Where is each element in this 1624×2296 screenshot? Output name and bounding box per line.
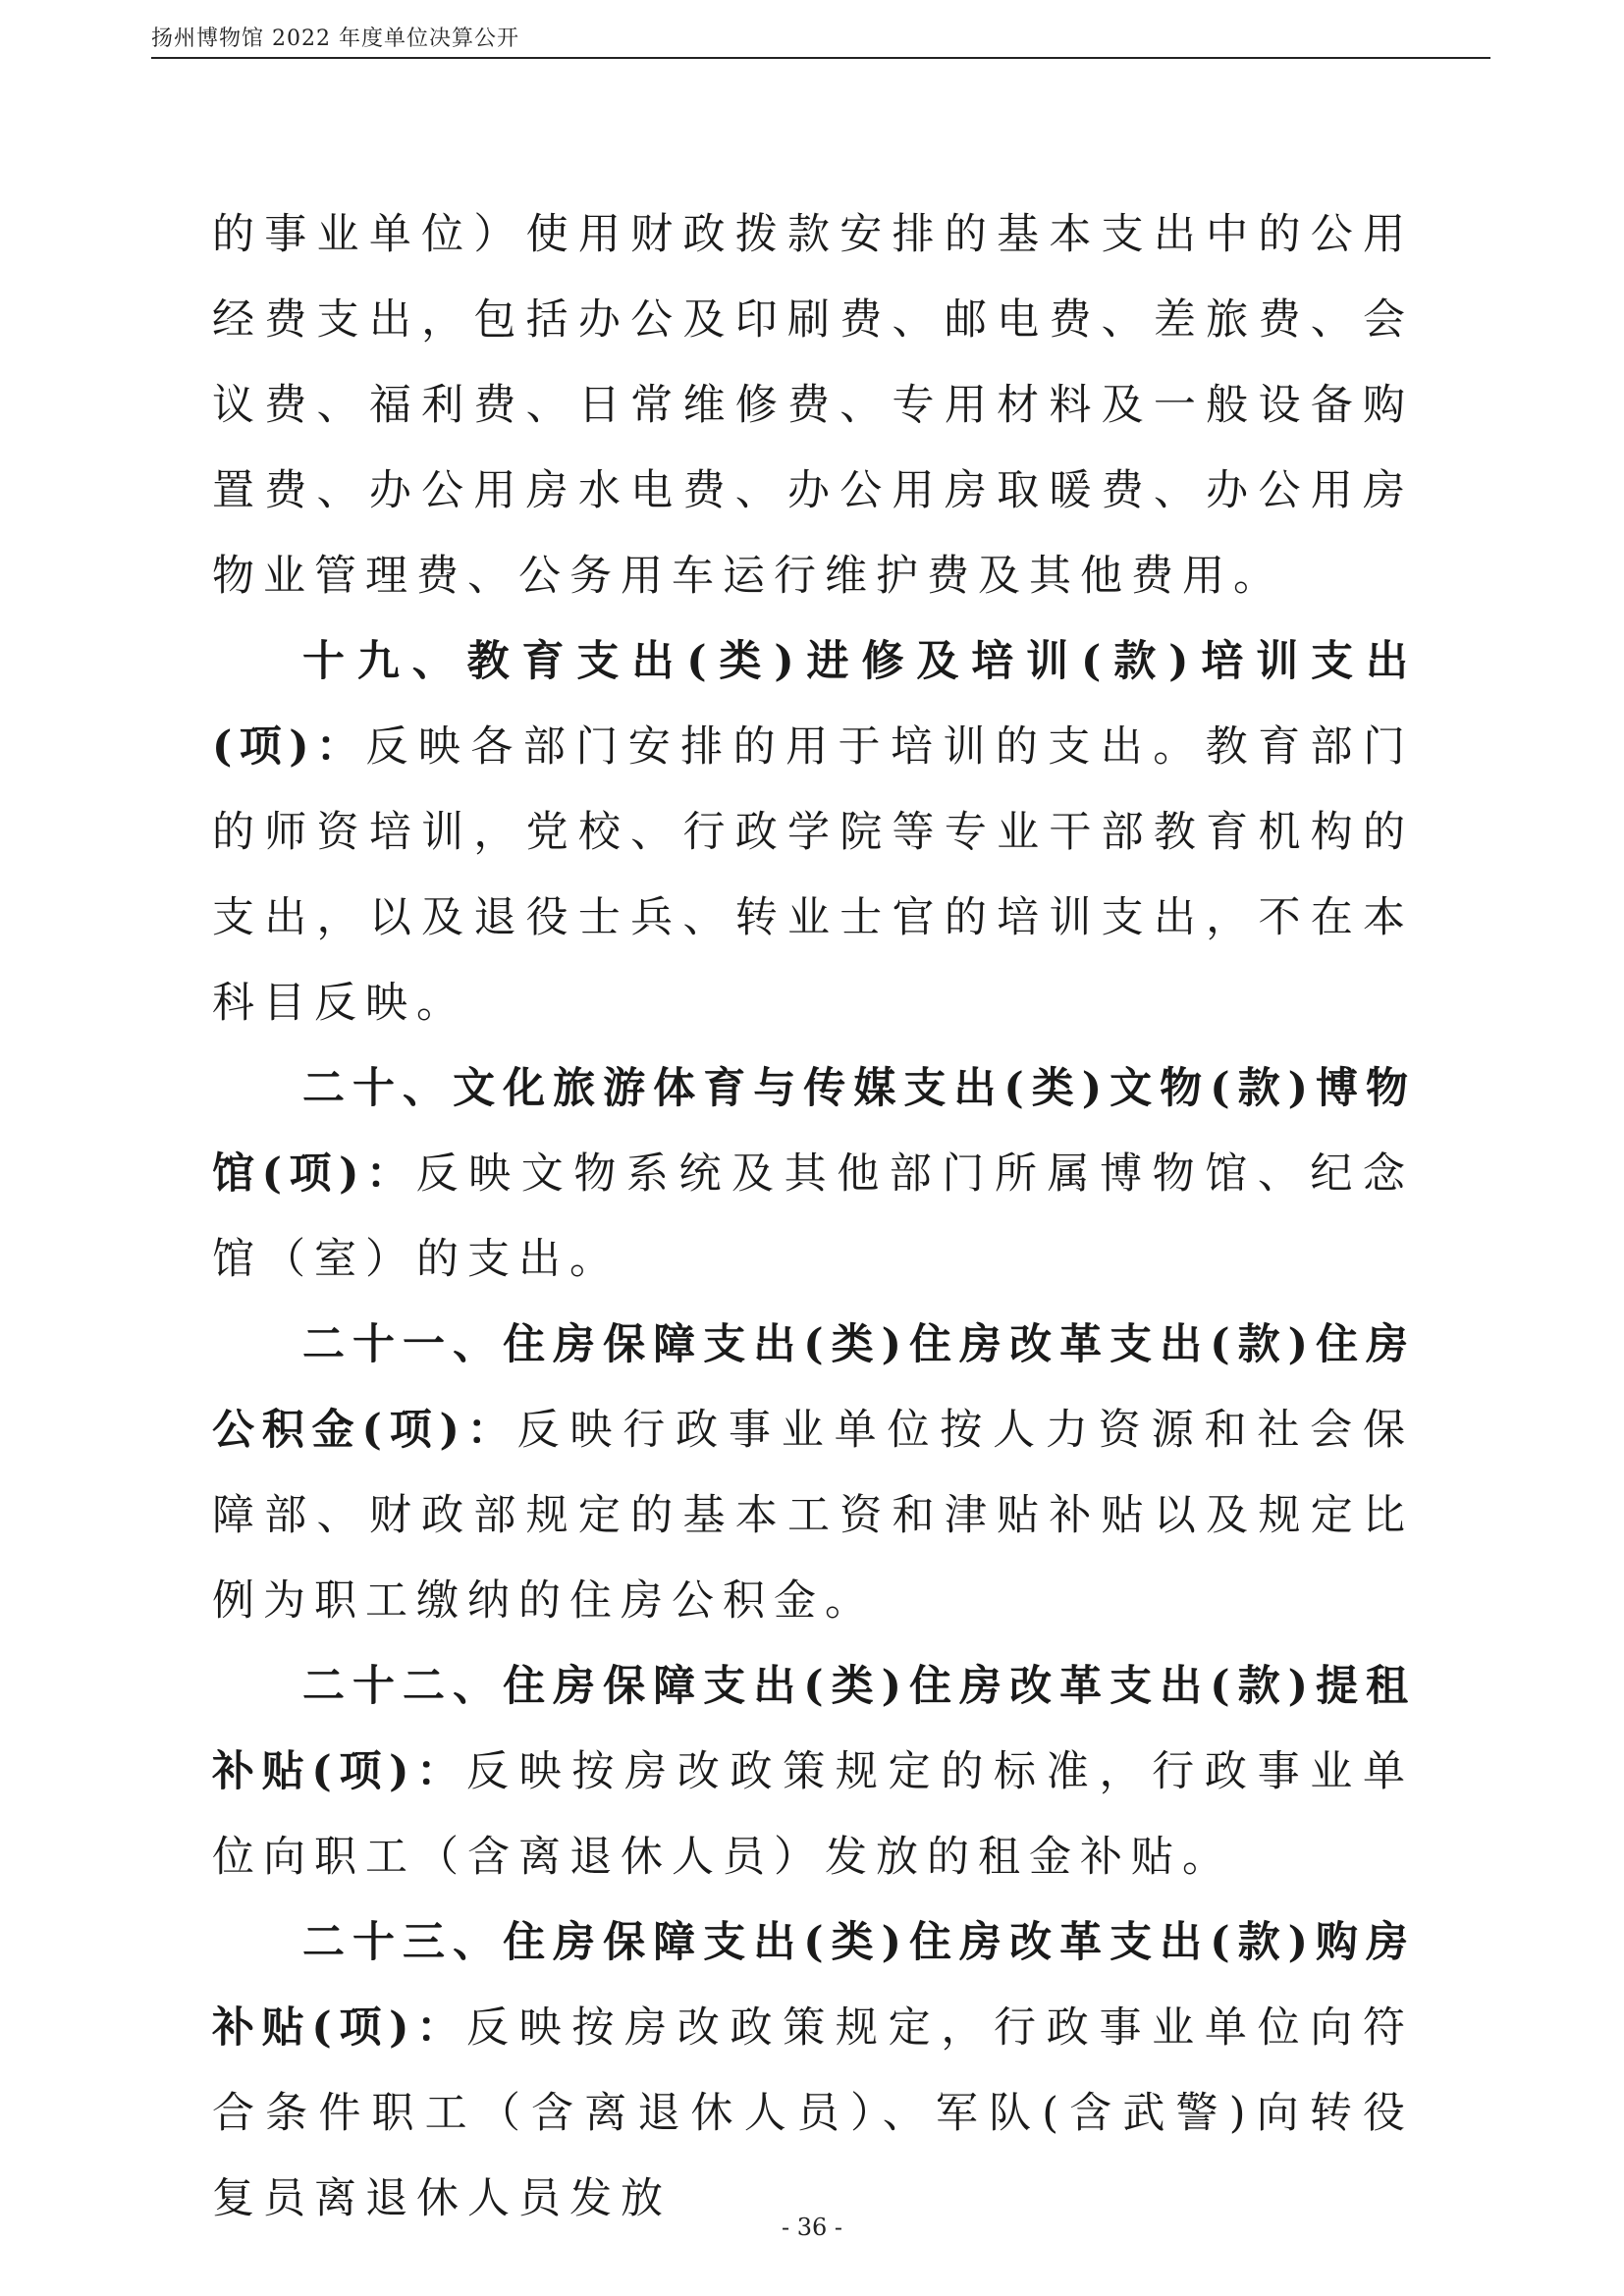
paragraph-text: 反映文物系统及其他部门所属博物馆、纪念馆（室）的支出。 <box>212 1149 1414 1284</box>
header-title: 扬州博物馆 2022 年度单位决算公开 <box>151 27 519 51</box>
paragraph-item-21 <box>212 1303 1414 1644</box>
paragraph-text: 反映按房改政策规定的标准，行政事业单位向职工（含离退休人员）发放的租金补贴。 <box>212 1747 1414 1882</box>
paragraph-item-23 <box>212 1900 1414 2242</box>
page-number: - 36 - <box>781 2214 842 2241</box>
paragraph-heading: 二十、文化旅游体育与传媒支出(类)文物(款)博物馆(项)： <box>212 1064 1414 1199</box>
paragraph-continuation <box>212 192 1414 619</box>
paragraph-item-20 <box>212 1046 1414 1303</box>
paragraph-item-19 <box>212 619 1414 1046</box>
document-body <box>212 192 1414 2242</box>
paragraph-heading: 二十一、住房保障支出(类)住房改革支出(款)住房公积金(项)： <box>212 1320 1414 1455</box>
paragraph-text: 反映各部门安排的用于培训的支出。教育部门的师资培训，党校、行政学院等专业干部教育机构的支出，以及退役士兵、转业士官的培训支出，不在本科目反映。 <box>212 722 1414 1028</box>
running-header <box>151 20 1490 59</box>
paragraph-heading: 二十二、住房保障支出(类)住房改革支出(款)提租补贴(项)： <box>212 1662 1414 1796</box>
paragraph-heading: 十九、教育支出(类)进修及培训(款)培训支出(项)： <box>212 637 1414 772</box>
paragraph-item-22 <box>212 1644 1414 1900</box>
paragraph-text: 的事业单位）使用财政拨款安排的基本支出中的公用经费支出，包括办公及印刷费、邮电费、差旅费、会议费、福利费、日常维修费、专用材料及一般设备购置费、办公用房水电费、办公用房取暖费、办公用房物业管理费、公务用车运行维护费及其他费用。 <box>212 210 1414 601</box>
paragraph-text: 反映按房改政策规定，行政事业单位向符合条件职工（含离退休人员）、军队(含武警)向转役复员离退休人员发放 <box>212 2003 1414 2223</box>
paragraph-text: 反映行政事业单位按人力资源和社会保障部、财政部规定的基本工资和津贴补贴以及规定比例为职工缴纳的住房公积金。 <box>212 1406 1415 1626</box>
paragraph-heading: 二十三、住房保障支出(类)住房改革支出(款)购房补贴(项)： <box>212 1918 1414 2053</box>
